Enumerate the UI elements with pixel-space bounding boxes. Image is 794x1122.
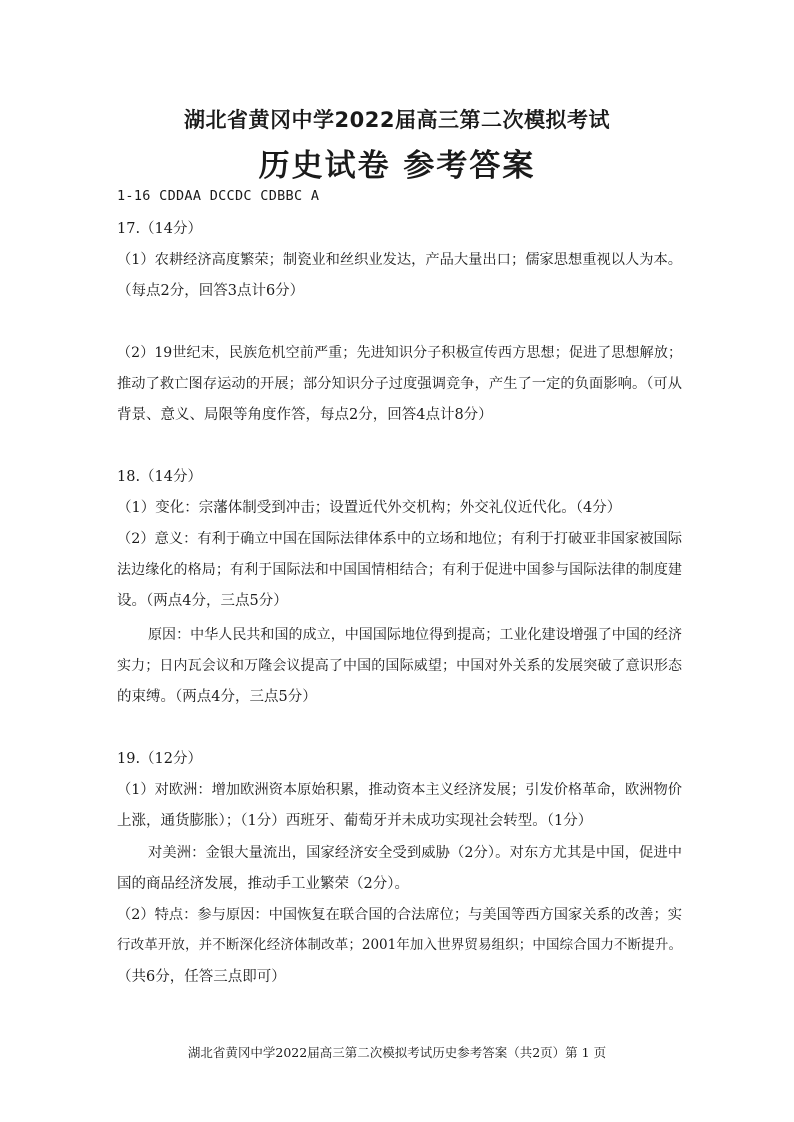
q19-part1-line1: （1）对欧洲：增加欧洲资本原始积累，推动资本主义经济发展；引发价格革命，欧洲物价 (117, 782, 682, 798)
q17-part1-line2: （每点2分，回答3点计6分） (117, 283, 305, 299)
q19-part1-line2: 上涨，通货膨胀）；（1分）西班牙、葡萄牙并未成功实现社会转型。（1分） (117, 813, 593, 829)
q17-part2-line1: （2）19世纪末，民族危机空前严重；先进知识分子积极宣传西方思想；促进了思想解放； (117, 345, 682, 361)
q18-part2-line3: 设。（两点4分，三点5分） (117, 593, 288, 609)
q17-header: 17.（14分） (117, 221, 203, 237)
q18-header: 18.（14分） (117, 469, 203, 485)
q19-part2-line1: 对美洲：金银大量流出，国家经济安全受到威胁（2分）。对东方尤其是中国，促进中 (148, 845, 682, 861)
q18-part3-line3: 的束缚。（两点4分，三点5分） (117, 689, 317, 705)
q19-header: 19.（12分） (117, 751, 203, 767)
q17-part2-line3: 背景、意义、局限等角度作答，每点2分，回答4点计8分） (117, 407, 493, 423)
q18-part1-line1: （1）变化：宗藩体制受到冲击；设置近代外交机构；外交礼仪近代化。（4分） (117, 500, 622, 516)
q19-part3-line3: （共6分，任答三点即可） (117, 969, 286, 985)
exam-subtitle: 历史试卷 参考答案 (258, 148, 536, 184)
q18-part3-line2: 实力；日内瓦会议和万隆会议提高了中国的国际威望；中国对外关系的发展突破了意识形态 (117, 658, 682, 674)
q17-part2-line2: 推动了救亡图存运动的开展；部分知识分子过度强调竞争，产生了一定的负面影响。（可从 (117, 376, 682, 392)
page-footer: 湖北省黄冈中学2022届高三第二次模拟考试历史参考答案（共2页）第 1 页 (187, 1045, 607, 1060)
q18-part2-line1: （2）意义：有利于确立中国在国际法律体系中的立场和地位；有利于打破亚非国家被国际 (117, 531, 682, 547)
q17-part1-line1: （1）农耕经济高度繁荣；制瓷业和丝织业发达，产品大量出口；儒家思想重视以人为本。 (117, 252, 682, 268)
q19-part3-line1: （2）特点：参与原因：中国恢复在联合国的合法席位；与美国等西方国家关系的改善；实 (117, 907, 682, 923)
q19-part2-line2: 国的商品经济发展，推动手工业繁荣（2分）。 (117, 876, 409, 892)
multiple-choice-answers: 1-16 CDDAA DCCDC CDBBC A (117, 188, 320, 204)
q19-part3-line2: 行改革开放，并不断深化经济体制改革；2001年加入世界贸易组织；中国综合国力不断提升。 (117, 937, 682, 953)
q18-part3-line1: 原因：中华人民共和国的成立，中国国际地位得到提高；工业化建设增强了中国的经济 (148, 627, 682, 643)
q18-part2-line2: 法边缘化的格局；有利于国际法和中国国情相结合；有利于促进中国参与国际法律的制度建 (117, 562, 682, 578)
exam-title: 湖北省黄冈中学2022届高三第二次模拟考试 (184, 108, 610, 132)
